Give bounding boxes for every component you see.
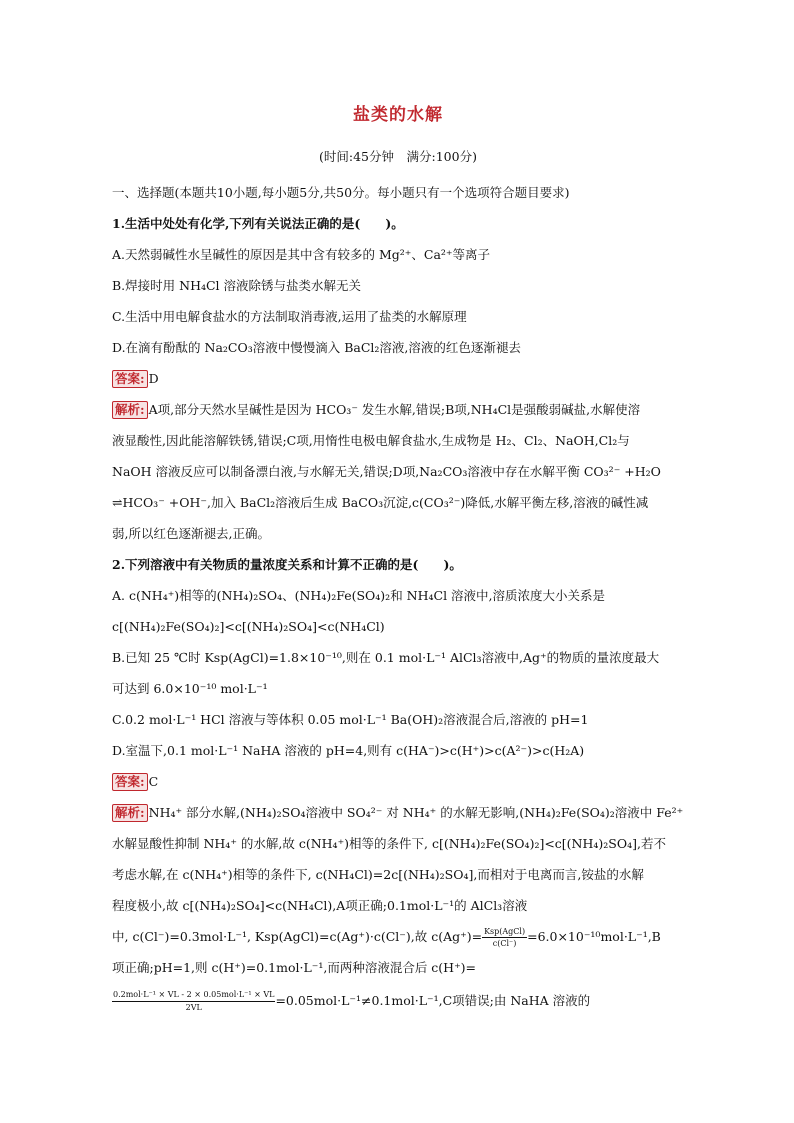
fraction-denominator: 2VL [185, 1003, 202, 1012]
q2-analysis-text: 中, c(Cl⁻)=0.3mol·L⁻¹, Ksp(AgCl)=c(Ag⁺)·c(Cl⁻),故 c(Ag⁺)= [112, 929, 483, 944]
q2-analysis-line: 考虑水解,在 c(NH₄⁺)相等的条件下, c(NH₄Cl)=2c[(NH₄)₂SO₄],而相对于电离而言,铵盐的水解 [112, 867, 644, 882]
concentration-fraction [112, 989, 275, 1014]
q2-option-d: D.室温下,0.1 mol·L⁻¹ NaHA 溶液的 pH=4,则有 c(HA⁻)>c(H⁺)>c(A²⁻)>c(H₂A) [112, 743, 585, 758]
analysis-tag: 解析: [112, 804, 148, 822]
answer-tag: 答案: [112, 773, 148, 791]
q2-analysis-text: NH₄⁺ 部分水解,(NH₄)₂SO₄溶液中 SO₄²⁻ 对 NH₄⁺ 的水解无影响,(NH₄)₂Fe(SO₄)₂溶液中 Fe²⁺ [148, 805, 684, 820]
q1-analysis-text: A项,部分天然水呈碱性是因为 HCO₃⁻ 发生水解,错误;B项,NH₄Cl是强酸弱碱盐,水解使溶 [148, 402, 641, 417]
q1-option-b: B.焊接时用 NH₄Cl 溶液除锈与盐类水解无关 [112, 278, 362, 293]
q1-option-d: D.在滴有酚酞的 Na₂CO₃溶液中慢慢滴入 BaCl₂溶液,溶液的红色逐渐褪去 [112, 340, 521, 355]
q2-option-b-cont: 可达到 6.0×10⁻¹⁰ mol·L⁻¹ [112, 681, 268, 696]
q1-analysis-line [112, 394, 684, 425]
q1-analysis-line: NaOH 溶液反应可以制备漂白液,与水解无关,错误;D项,Na₂CO₃溶液中存在水解平衡 CO₃²⁻ +H₂O [112, 464, 661, 479]
q2-option-a-cont: c[(NH₄)₂Fe(SO₄)₂]<c[(NH₄)₂SO₄]<c(NH₄Cl) [112, 619, 385, 634]
q2-analysis-text: =0.05mol·L⁻¹≠0.1mol·L⁻¹,C项错误;由 NaHA 溶液的 [275, 993, 591, 1008]
q1-option-c: C.生活中用电解食盐水的方法制取消毒液,运用了盐类的水解原理 [112, 309, 467, 324]
fraction-numerator: Ksp(AgCl) [484, 927, 526, 936]
section-heading: 一、选择题(本题共10小题,每小题5分,共50分。每小题只有一个选项符合题目要求) [112, 185, 570, 200]
q1-answer [112, 363, 684, 394]
q1-stem: 1.生活中处处有化学,下列有关说法正确的是( )。 [112, 216, 404, 231]
q2-analysis-text: =6.0×10⁻¹⁰mol·L⁻¹,B [527, 929, 661, 944]
q1-analysis-line: 弱,所以红色逐渐褪去,正确。 [112, 526, 270, 541]
q1-option-a: A.天然弱碱性水呈碱性的原因是其中含有较多的 Mg²⁺、Ca²⁺等离子 [112, 247, 491, 262]
q2-analysis-line [112, 983, 684, 1019]
q2-option-c: C.0.2 mol·L⁻¹ HCl 溶液与等体积 0.05 mol·L⁻¹ Ba(OH)₂溶液混合后,溶液的 pH=1 [112, 712, 589, 727]
page-title: 盐类的水解 [353, 105, 443, 125]
q2-answer-value: C [148, 774, 159, 789]
analysis-tag: 解析: [112, 401, 148, 419]
document-page [112, 100, 684, 1019]
ksp-fraction [482, 926, 527, 949]
fraction-numerator: 0.2mol·L⁻¹ × VL - 2 × 0.05mol·L⁻¹ × VL [112, 989, 275, 1002]
q1-answer-value: D [148, 371, 159, 386]
q2-analysis-line [112, 797, 684, 828]
q2-analysis-line: 项正确;pH=1,则 c(H⁺)=0.1mol·L⁻¹,而两种溶液混合后 c(H⁺)= [112, 960, 477, 975]
q2-analysis-line: 程度极小,故 c[(NH₄)₂SO₄]<c(NH₄Cl),A项正确;0.1mol·L⁻¹的 AlCl₃溶液 [112, 898, 528, 913]
q2-option-a: A. c(NH₄⁺)相等的(NH₄)₂SO₄、(NH₄)₂Fe(SO₄)₂和 NH₄Cl 溶液中,溶质浓度大小关系是 [112, 588, 606, 603]
q1-analysis-line: ⇌HCO₃⁻ +OH⁻,加入 BaCl₂溶液后生成 BaCO₃沉淀,c(CO₃²⁻)降低,水解平衡左移,溶液的碱性减 [112, 495, 649, 510]
q2-option-b: B.已知 25 ℃时 Ksp(AgCl)=1.8×10⁻¹⁰,则在 0.1 mol·L⁻¹ AlCl₃溶液中,Ag⁺的物质的量浓度最大 [112, 650, 660, 665]
q2-answer [112, 766, 684, 797]
q2-analysis-line [112, 921, 684, 952]
fraction-denominator: c(Cl⁻) [492, 939, 517, 948]
q2-stem: 2.下列溶液中有关物质的量浓度关系和计算不正确的是( )。 [112, 557, 462, 572]
q1-analysis-line: 液显酸性,因此能溶解铁锈,错误;C项,用惰性电极电解食盐水,生成物是 H₂、Cl₂、NaOH,Cl₂与 [112, 433, 630, 448]
q2-analysis-line: 水解显酸性抑制 NH₄⁺ 的水解,故 c(NH₄⁺)相等的条件下, c[(NH₄)₂Fe(SO₄)₂]<c[(NH₄)₂SO₄],若不 [112, 836, 666, 851]
answer-tag: 答案: [112, 370, 148, 388]
exam-time-info: (时间:45分钟 满分:100分) [319, 149, 477, 164]
